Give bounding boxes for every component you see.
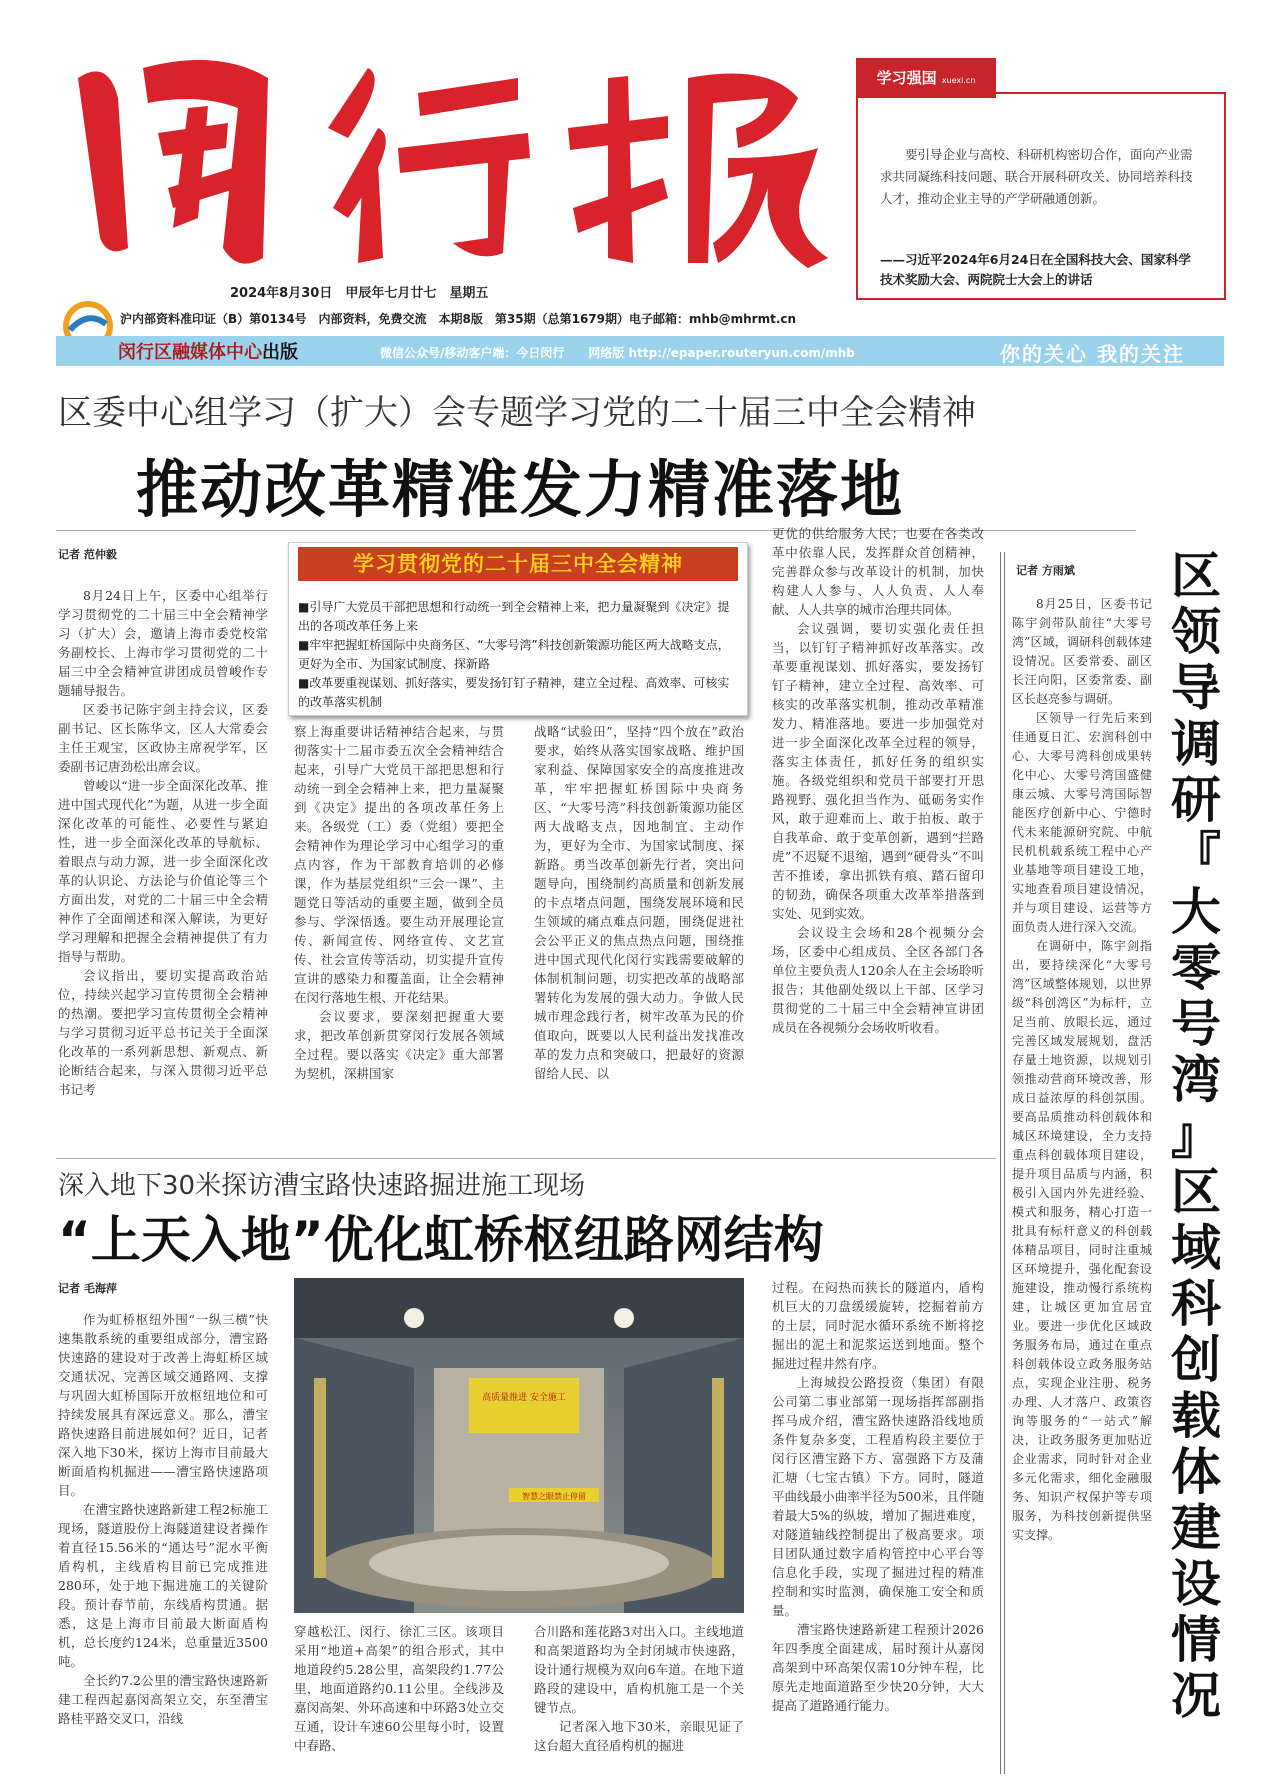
masthead-logo [48,38,848,278]
paragraph: 察上海重要讲话精神结合起来，与贯彻落实十二届市委五次全会精神结合起来，引导广大党员干部把思想和行动统一到全会精神上来，把力量凝聚到《决定》提出的各项改革任务上来。各级党（工）委（党组）要把全会精神作为理论学习中心组学习的重点内容，作为干部教育培训的必修课，作为基层党组织“三会一课”、主题党日等活动的重要主题，做到全员参与、学深悟透。要生动开展理论宣传、新闻宣传、网络宣传、文艺宣传、社会宣传等活动，切实提升宣传宣讲的感染力和覆盖面，让全会精神在闵行落地生根、开花结果。 [294,724,504,1005]
divider [56,1158,996,1159]
headline-char: 体 [1171,1443,1221,1501]
paragraph: 更优的供给服务人民；也要在各类改革中依靠人民，发挥群众首创精神，完善群众参与改革设计的机制，加快构建人人参与、人人负责、人人奉献、人人共享的城市治理共同体。 [772,526,984,617]
publisher-name: 闵行区融媒体中心出版 [118,342,298,363]
masthead-calligraphy [48,38,848,278]
paragraph: 作为虹桥枢纽外围“一纵三横”快速集散系统的重要组成部分，漕宝路快速路的建设对于改善上海虹桥区域交通状况、完善区域交通路网、支撑与巩固大虹桥国际开放枢纽地位和可持续发展具有深远意义。那么，漕宝路快速路目前进展如何？近日，记者深入地下30米，探访上海市目前最大断面盾构机掘进——漕宝路快速路项目。 [58,1312,268,1498]
photo-sign: 高质量推进 安全施工 [482,1393,566,1403]
slogan: 你的关心 我的关注 [1000,342,1185,366]
paragraph: 战略“试验田”，坚持“四个放在”政治要求，始终从落实国家战略、维护国家利益、保障国家安全的高度推进改革，牢牢把握虹桥国际中央商务区、“大零号湾”科技创新策源功能区两大战略支点，因地制宜、主动作为，更好为全市、为国家试制度、探新路。勇当改革创新先行者，突出问题导向，围绕制约高质量和创新发展的卡点堵点问题，围绕发展环境和民生领域的痛点难点问题，围绕促进社会公平正义的焦点热点问题，围绕推进中国式现代化闵行实践需要破解的体制机制问题，切实把改革的战略部署转化为发展的强大动力。争做人民城市理念践行者，树牢改革为民的价值取向，既要以人民利益出发找准改革的发力点和突破口，把最好的资源留给人民、以 [534,724,744,1081]
headline-char: 研 [1171,771,1221,829]
dateline: 2024年8月30日 甲辰年七月廿七 星期五 [230,286,489,301]
headline-char: 调 [1171,715,1221,773]
article1-headline: 推动改革精准发力精准落地 [136,453,905,526]
headline-char: 湾 [1171,1051,1221,1109]
column-divider [1004,552,1005,1774]
paragraph: 会议设主会场和28个视频分会场，区委中心组成员、全区各部门各单位主要负责人120余人在主会场聆听报告；其他副处级以上干部、区学习贯彻党的二十届三中全会精神宣讲团成员在各视频分会场收听收看。 [772,925,984,1035]
key-points-list [298,598,740,712]
xuexi-logo: 学习强国 xuexi.cn [856,58,996,98]
paragraph: 穿越松江、闵行、徐汇三区。该项目采用“地道+高架”的组合形式，其中地道段约5.28公里，高架段约1.77公里，地面道路约0.11公里。全线涉及嘉闵高架、外环高速和中环路3处立交互通，设计车速60公里每小时，设置中春路、 [294,1624,504,1753]
paragraph: 8月24日上午，区委中心组举行学习贯彻党的二十届三中全会精神学习（扩大）会，邀请上海市委党校常务副校长、上海市学习贯彻党的二十届三中全会精神宣讲团成员曾峻作专题辅导报告。 [58,588,268,698]
paragraph: 在漕宝路快速路新建工程2标施工现场，隧道股份上海隧道建设者操作着直径15.56米的“通达号”泥水平衡盾构机，主线盾构目前已完成推进280环，处于地下掘进施工的关键阶段。预计春节前，东线盾构贯通。据悉，这是上海市目前最大断面盾构机，总长度约124米，总重量近3500吨。 [58,1502,268,1669]
article1-column-4 [772,524,984,1152]
article2-column-2 [294,1622,504,1772]
article3-vertical-headline [1160,548,1232,1724]
paragraph: 会议要求，要深刻把握重大要求，把改革创新贯穿闵行发展各领域全过程。要以落实《决定》重大部署为契机，深耕国家 [294,1009,504,1081]
article2-column-1 [58,1310,268,1772]
paragraph: 曾峻以“进一步全面深化改革、推进中国式现代化”为题，从进一步全面深化改革的可能性、必要性与紧迫性，进一步全面深化改革的导航标、着眼点与动力源，进一步全面深化改革的认识论、方法论与价值论等三个方面出发，对党的二十届三中全会精神作了全面阐述和深入解读，为更好学习理解和把握全会精神提供了有力指导与帮助。 [58,778,268,964]
headline-char: 载 [1171,1387,1221,1445]
photo-sign: 智慧之眼禁止停留 [522,1492,586,1501]
headline-char: 领 [1171,603,1221,661]
article1-column-1 [58,586,268,1151]
headline-char: 零 [1171,939,1221,997]
paragraph: 在调研中，陈宇剑指出，要持续深化“大零号湾”区域整体规划，以世界级“科创湾区”为标杆，立足当前、放眼长远，通过完善区域发展规划，盘活存量土地资源，以规划引领推动营商环境改善，形成日益浓厚的科创氛围。要高品质推动科创载体和城区环境建设，全力支持重点科创载体项目建设，提升项目品质与内涵，积极引入国内外先进经验、模式和服务，精心打造一批具有标杆意义的科创载体精品项目，同时注重城区环境提升，强化配套设施建设，推动慢行系统构建，让城区更加宜居宜业。要进一步优化区域政务服务布局，通过在重点科创载体设立政务服务站点，实现企业注册、税务办理、人才落户、政策咨询等服务的“一站式”解决，让政务服务更加贴近企业需求，同时针对企业多元化需求，细化金融服务、知识产权保护等专项服务，为科技创新提供坚实支撑。 [1012,939,1152,1542]
key-point: ■引导广大党员干部把思想和行动统一到全会精神上来，把力量凝聚到《决定》提出的各项改革任务上来 [298,600,730,633]
paragraph: 区委书记陈宇剑主持会议，区委副书记、区长陈华文，区人大常委会主任王观宝，区政协主席祝学军，区委副书记唐劲松出席会议。 [58,702,268,774]
article1-subhead: 区委中心组学习（扩大）会专题学习党的二十届三中全会精神 [58,393,976,433]
xuexi-quote: 要引导企业与高校、科研机构密切合作，面向产业需求共同凝练科技问题、联合开展科研攻关、协同培养科技人才，推动企业主导的产学研融通创新。 [880,147,1193,206]
article2-column-4 [772,1278,984,1772]
headline-char: 科 [1171,1275,1221,1333]
headline-char: 创 [1171,1331,1221,1389]
paragraph: 会议指出，要切实提高政治站位，持续兴起学习宣传贯彻全会精神的热潮。要把学习宣传贯彻全会精神与学习贯彻习近平总书记关于全面深化改革的一系列新思想、新观点、新论断结合起来，与深入贯彻习近平总书记考 [58,968,268,1097]
article1-column-2 [294,722,504,1152]
headline-char: 』 [1171,1107,1221,1165]
headline-char: 『 [1171,827,1221,885]
paragraph: 8月25日，区委书记陈宇剑带队前往“大零号湾”区域，调研科创载体建设情况。区委常委、副区长汪向阳，区委常委、副区长赵亮参与调研。 [1012,597,1152,706]
headline-char: 号 [1171,995,1221,1053]
paragraph: 漕宝路快速路新建工程预计2026年四季度全面建成，届时预计从嘉闵高架到中环高架仅需10分钟车程，比原先走地面道路至少快20分钟，大大提高了道路通行能力。 [772,1622,984,1713]
article3-byline: 记者 方雨斌 [1016,564,1075,577]
headline-char: 导 [1171,659,1221,717]
key-point: ■牢牢把握虹桥国际中央商务区、“大零号湾”科技创新策源功能区两大战略支点，更好为全市、为国家试制度、探新路 [298,638,730,671]
paragraph: 区领导一行先后来到佳通夏日汇、宏润科创中心、大零号湾科创成果转化中心、大零号湾国盛健康云城、大零号湾国际智能医疗创新中心、宁德时代未来能源研究院、中航民机机载系统工程中心产业基地等项目建设工地，实地查看项目建设情况，并与项目建设、运营等方面负责人进行深入交流。 [1012,711,1152,934]
article2-subhead: 深入地下30米探访漕宝路快速路掘进施工现场 [58,1171,586,1201]
article1-byline: 记者 范仲毅 [58,548,117,561]
xuexi-quote-source: ——习近平2024年6月24日在全国科技大会、国家科学技术奖励大会、两院院士大会上的讲话 [880,252,1191,287]
headline-char: 情 [1171,1611,1221,1669]
headline-char: 况 [1171,1667,1221,1725]
headline-char: 大 [1171,883,1221,941]
headline-char: 区 [1171,547,1221,605]
article1-column-3 [534,722,744,1152]
paragraph: 记者深入地下30米，亲眼见证了这台超大直径盾构机的掘进 [534,1719,744,1753]
publisher-contacts: 微信公众号/移动客户端：今日闵行 网络版 http://epaper.routeryun.com/mhb [380,346,855,360]
paragraph: 合川路和莲花路3对出入口。主线地道和高架道路均为全封闭城市快速路，设计通行规模为双向6车道。在地下道路段的建设中，盾构机施工是一个关键节点。 [534,1624,744,1715]
headline-char: 设 [1171,1555,1221,1613]
headline-char: 域 [1171,1219,1221,1277]
key-points-banner: 学习贯彻党的二十届三中全会精神 [298,547,738,581]
key-point: ■改革要重视谋划、抓好落实，要发扬钉钉子精神，建立全过程、高效率、可核实的改革落实机制 [298,676,730,709]
article2-headline: “上天入地”优化虹桥枢纽路网结构 [58,1211,824,1269]
paragraph: 会议强调，要切实强化责任担当，以钉钉子精神抓好改革落实。改革要重视谋划、抓好落实，要发扬钉钉子精神，建立全过程、高效率、可核实的改革落实机制，推动改革精准发力、精准落地。要进一步加强党对进一步全面深化改革全过程的领导，落实主体责任，抓好任务的组织实施。各级党组织和党员干部要打开思路视野、强化担当作为、砥砺务实作风，敢于迎难而上、敢于拍板、敢于自我革命、敢于变革创新，遇到“拦路虎”不迟疑不退缩，遇到“硬骨头”不叫苦不推诿，拿出抓铁有痕、踏石留印的韧劲，确保各项重大改革举措落到实处、见到实效。 [772,621,984,921]
article2-column-3 [534,1622,744,1772]
headline-char: 建 [1171,1499,1221,1557]
publication-info: 沪内部资料准印证（B）第0134号 内部资料，免费交流 本期8版 第35期（总第1679期）电子邮箱：mhb@mhrmt.cn [120,312,797,326]
paragraph: 上海城投公路投资（集团）有限公司第二事业部第一现场指挥部副指挥马成介绍，漕宝路快速路沿线地质条件复杂多变，工程盾构段主要位于闵行区漕宝路下方、富强路下方及蒲汇塘（七宝古镇）下方。同时，隧道平曲线最小曲率半径为500米，且伴随着最大5%的纵坡，增加了掘进难度，对隧道轴线控制提出了极高要求。项目团队通过数字盾构管控中心平台等信息化手段，实现了掘进过程的精准控制和实时监测，确保施工安全和质量。 [772,1375,984,1618]
article3-column [1012,595,1152,1765]
column-divider [1000,552,1001,1774]
headline-char: 区 [1171,1163,1221,1221]
tunnel-boring-machine-photo [294,1278,744,1613]
article2-byline: 记者 毛海萍 [58,1282,117,1295]
paragraph: 过程。在闷热而狭长的隧道内，盾构机巨大的刀盘缓缓旋转，挖掘着前方的土层，同时泥水循环系统不断将挖掘出的泥土和泥浆运送到地面。整个掘进过程井然有序。 [772,1280,984,1371]
paragraph: 全长约7.2公里的漕宝路快速路新建工程西起嘉闵高架立交，东至漕宝路桂平路交叉口，沿线 [58,1673,268,1726]
